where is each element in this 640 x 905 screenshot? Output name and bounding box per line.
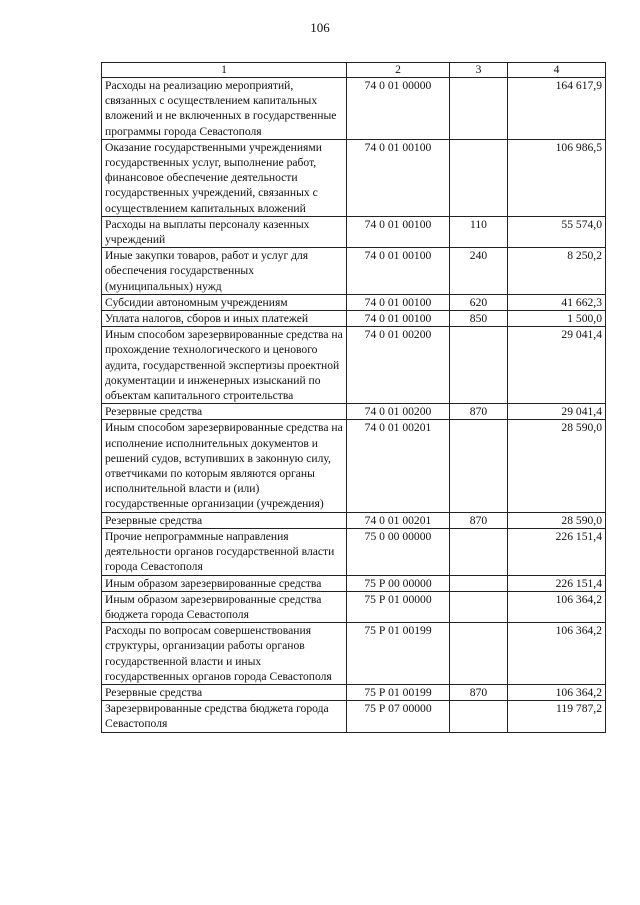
row-code-cell: 74 0 01 00200 — [347, 327, 450, 404]
header-row — [102, 63, 606, 78]
table-header — [102, 63, 606, 78]
row-name-cell: Зарезервированные средства бюджета города Севастополя — [102, 701, 347, 732]
row-code-cell: 74 0 01 00100 — [347, 311, 450, 327]
row-name-cell: Иные закупки товаров, работ и услуг для обеспечения государственных (муниципальных) нужд — [102, 248, 347, 295]
row-code-cell: 75 Р 00 00000 — [347, 575, 450, 591]
row-name-cell: Иным образом зарезервированные средства — [102, 575, 347, 591]
row-code-cell: 74 0 01 00100 — [347, 139, 450, 216]
row-amount-cell: 29 041,4 — [508, 327, 606, 404]
table-row — [102, 78, 606, 140]
row-type-cell: 870 — [450, 684, 508, 700]
row-name-cell: Прочие непрограммные направления деятельности органов государственной власти города Севастополя — [102, 528, 347, 575]
row-amount-cell: 226 151,4 — [508, 528, 606, 575]
row-name-cell: Оказание государственными учреждениями государственных услуг, выполнение работ, финансовое обеспечение деятельности государственных учреждений, связанных с осуществлением капитальных вложений — [102, 139, 347, 216]
row-code-cell: 75 Р 01 00199 — [347, 623, 450, 685]
row-amount-cell: 106 364,2 — [508, 591, 606, 622]
table-row — [102, 701, 606, 732]
row-code-cell: 74 0 01 00100 — [347, 248, 450, 295]
row-code-cell: 75 Р 01 00000 — [347, 591, 450, 622]
row-type-cell: 240 — [450, 248, 508, 295]
row-type-cell: 850 — [450, 311, 508, 327]
row-amount-cell: 119 787,2 — [508, 701, 606, 732]
table-row — [102, 623, 606, 685]
table-row — [102, 404, 606, 420]
table-row — [102, 216, 606, 247]
row-name-cell: Иным способом зарезервированные средства на исполнение исполнительных документов и решений судов, вступивших в законную силу, ответчиками по которым являются органы исполнительной власти и (или) государственные организации (учреждения) — [102, 420, 347, 512]
row-amount-cell: 28 590,0 — [508, 512, 606, 528]
row-name-cell: Субсидии автономным учреждениям — [102, 294, 347, 310]
row-amount-cell: 226 151,4 — [508, 575, 606, 591]
row-type-cell — [450, 623, 508, 685]
row-amount-cell: 8 250,2 — [508, 248, 606, 295]
row-type-cell — [450, 327, 508, 404]
column-header-2: 2 — [347, 63, 450, 78]
row-amount-cell: 55 574,0 — [508, 216, 606, 247]
row-type-cell: 110 — [450, 216, 508, 247]
row-code-cell: 74 0 01 00200 — [347, 404, 450, 420]
row-code-cell: 74 0 01 00000 — [347, 78, 450, 140]
table-row — [102, 139, 606, 216]
row-name-cell: Расходы по вопросам совершенствования структуры, организации работы органов государственной власти и иных государственных органов города Севастополя — [102, 623, 347, 685]
row-name-cell: Резервные средства — [102, 512, 347, 528]
table-body — [102, 78, 606, 733]
row-amount-cell: 106 364,2 — [508, 684, 606, 700]
row-name-cell: Резервные средства — [102, 404, 347, 420]
page-number: 106 — [310, 20, 330, 35]
row-type-cell: 620 — [450, 294, 508, 310]
row-code-cell: 74 0 01 00100 — [347, 216, 450, 247]
table-row — [102, 512, 606, 528]
row-name-cell: Иным способом зарезервированные средства на прохождение технологического и ценового аудита, государственной экспертизы проектной документации и инженерных изысканий по объектам капитального строительства — [102, 327, 347, 404]
table-row — [102, 591, 606, 622]
table-row — [102, 294, 606, 310]
table-row — [102, 575, 606, 591]
row-code-cell: 75 Р 07 00000 — [347, 701, 450, 732]
row-code-cell: 75 0 00 00000 — [347, 528, 450, 575]
row-code-cell: 74 0 01 00201 — [347, 420, 450, 512]
row-amount-cell: 1 500,0 — [508, 311, 606, 327]
column-header-3: 3 — [450, 63, 508, 78]
row-amount-cell: 28 590,0 — [508, 420, 606, 512]
row-type-cell — [450, 528, 508, 575]
row-amount-cell: 164 617,9 — [508, 78, 606, 140]
table-row — [102, 420, 606, 512]
row-type-cell — [450, 701, 508, 732]
row-name-cell: Уплата налогов, сборов и иных платежей — [102, 311, 347, 327]
table-row — [102, 528, 606, 575]
column-header-1: 1 — [102, 63, 347, 78]
row-code-cell: 75 Р 01 00199 — [347, 684, 450, 700]
row-name-cell: Расходы на реализацию мероприятий, связанных с осуществлением капитальных вложений и не включенных в государственные программы города Севастополя — [102, 78, 347, 140]
row-amount-cell: 29 041,4 — [508, 404, 606, 420]
table-row — [102, 248, 606, 295]
row-type-cell: 870 — [450, 404, 508, 420]
row-amount-cell: 106 986,5 — [508, 139, 606, 216]
table-row — [102, 311, 606, 327]
row-code-cell: 74 0 01 00100 — [347, 294, 450, 310]
row-type-cell: 870 — [450, 512, 508, 528]
row-type-cell — [450, 139, 508, 216]
table-row — [102, 684, 606, 700]
row-name-cell: Иным образом зарезервированные средства бюджета города Севастополя — [102, 591, 347, 622]
row-type-cell — [450, 420, 508, 512]
row-code-cell: 74 0 01 00201 — [347, 512, 450, 528]
row-name-cell: Резервные средства — [102, 684, 347, 700]
table-row — [102, 327, 606, 404]
row-amount-cell: 106 364,2 — [508, 623, 606, 685]
row-type-cell — [450, 591, 508, 622]
row-type-cell — [450, 575, 508, 591]
budget-table — [101, 62, 606, 733]
row-amount-cell: 41 662,3 — [508, 294, 606, 310]
column-header-4: 4 — [508, 63, 606, 78]
row-name-cell: Расходы на выплаты персоналу казенных учреждений — [102, 216, 347, 247]
row-type-cell — [450, 78, 508, 140]
